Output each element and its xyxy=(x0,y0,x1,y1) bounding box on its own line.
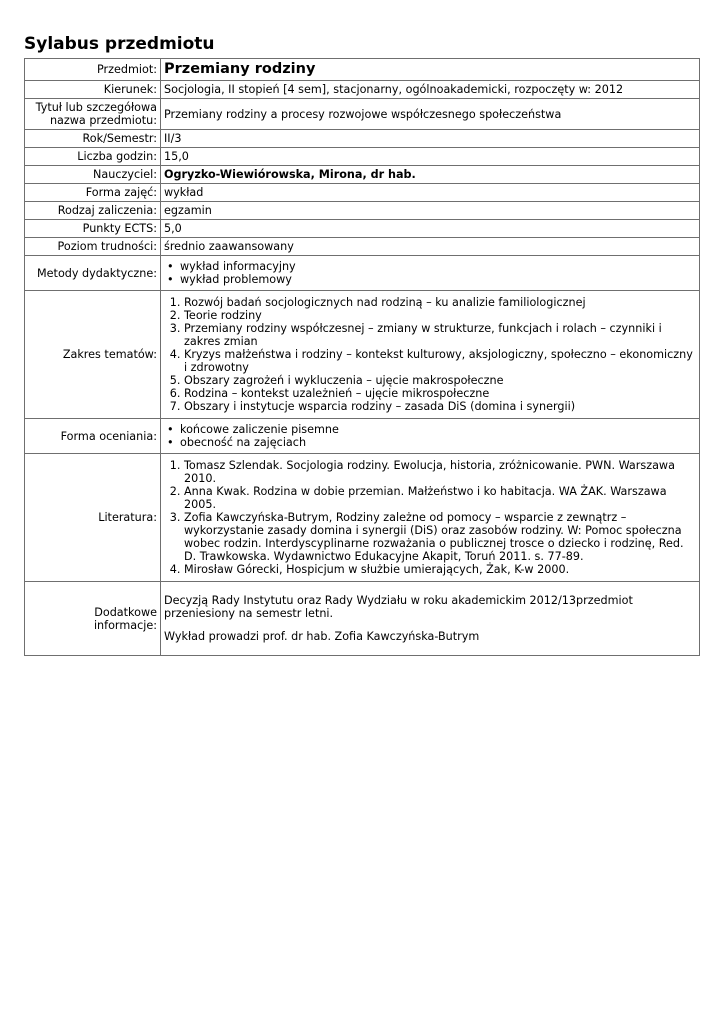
list-item: 2. Anna Kwak. Rodzina w dobie przemian. Małżeństwo i ko habitacja. WA ŻAK. Warszawa 2005. xyxy=(184,485,696,511)
label-ects: Punkty ECTS: xyxy=(25,220,161,238)
value-nauczyciel: Ogryzko-Wiewiórowska, Mirona, dr hab. xyxy=(161,166,700,184)
row-poziom xyxy=(25,238,700,256)
list-item: • obecność na zajęciach xyxy=(180,436,696,449)
row-przedmiot xyxy=(25,59,700,81)
label-nauczyciel: Nauczyciel: xyxy=(25,166,161,184)
label-zakres: Zakres tematów: xyxy=(25,291,161,419)
value-rok: II/3 xyxy=(161,130,700,148)
label-poziom: Poziom trudności: xyxy=(25,238,161,256)
value-forma-zajec: wykład xyxy=(161,184,700,202)
row-forma-zajec xyxy=(25,184,700,202)
label-tytul-line1: Tytuł lub szczegółowa xyxy=(35,101,157,114)
list-item: • wykład problemowy xyxy=(180,273,696,286)
value-kierunek: Socjologia, II stopień [4 sem], stacjonarny, ogólnoakademicki, rozpoczęty w: 2012 xyxy=(161,81,700,99)
metody-list xyxy=(164,260,696,286)
syllabus-table xyxy=(24,58,700,656)
row-nauczyciel xyxy=(25,166,700,184)
row-ocenianie xyxy=(25,419,700,454)
list-item: 2. Teorie rodziny xyxy=(184,309,696,322)
list-item: 4. Kryzys małżeństwa i rodziny – kontekst kulturowy, aksjologiczny, społeczno – ekonomiczny i zdrowotny xyxy=(184,348,696,374)
label-forma-zajec: Forma zajęć: xyxy=(25,184,161,202)
value-przedmiot: Przemiany rodziny xyxy=(161,59,700,81)
value-godziny: 15,0 xyxy=(161,148,700,166)
value-tytul: Przemiany rodziny a procesy rozwojowe współczesnego społeczeństwa xyxy=(161,99,700,130)
row-dodatkowe xyxy=(25,582,700,656)
label-przedmiot: Przedmiot: xyxy=(25,59,161,81)
list-item: 3. Przemiany rodziny współczesnej – zmiany w strukturze, funkcjach i rolach – czynniki i zakres zmian xyxy=(184,322,696,348)
row-tytul xyxy=(25,99,700,130)
value-rodzaj-zaliczenia: egzamin xyxy=(161,202,700,220)
label-metody: Metody dydaktyczne: xyxy=(25,256,161,291)
value-literatura xyxy=(161,454,700,582)
list-item: 6. Rodzina – kontekst uzależnień – ujęcie mikrospołeczne xyxy=(184,387,696,400)
value-poziom: średnio zaawansowany xyxy=(161,238,700,256)
row-rodzaj-zaliczenia xyxy=(25,202,700,220)
row-ects xyxy=(25,220,700,238)
label-rok: Rok/Semestr: xyxy=(25,130,161,148)
list-item: 1. Rozwój badań socjologicznych nad rodziną – ku analizie familiologicznej xyxy=(184,296,696,309)
row-zakres xyxy=(25,291,700,419)
zakres-list xyxy=(164,296,696,413)
label-ocenianie: Forma oceniania: xyxy=(25,419,161,454)
list-item: 4. Mirosław Górecki, Hospicjum w służbie umierających, Żak, K-w 2000. xyxy=(184,563,696,576)
dodatkowe-para-2: Wykład prowadzi prof. dr hab. Zofia Kawczyńska-Butrym xyxy=(164,630,480,643)
value-metody xyxy=(161,256,700,291)
value-ocenianie xyxy=(161,419,700,454)
row-kierunek xyxy=(25,81,700,99)
ocenianie-list xyxy=(164,423,696,449)
page-title: Sylabus przedmiotu xyxy=(24,34,215,54)
list-item: • wykład informacyjny xyxy=(180,260,696,273)
label-literatura: Literatura: xyxy=(25,454,161,582)
row-literatura xyxy=(25,454,700,582)
list-item: 1. Tomasz Szlendak. Socjologia rodziny. Ewolucja, historia, zróżnicowanie. PWN. Warszawa 2010. xyxy=(184,459,696,485)
literatura-list xyxy=(164,459,696,576)
value-dodatkowe xyxy=(161,582,700,656)
list-item: 7. Obszary i instytucje wsparcia rodziny – zasada DiS (domina i synergii) xyxy=(184,400,696,413)
label-tytul-line2: nazwa przedmiotu: xyxy=(49,114,157,127)
value-zakres xyxy=(161,291,700,419)
label-godziny: Liczba godzin: xyxy=(25,148,161,166)
list-item: 3. Zofia Kawczyńska-Butrym, Rodziny zależne od pomocy – wsparcie z zewnątrz – wykorzystanie zasady domina i synergii (DiS) oraz zasobów rodziny. W: Pomoc społeczna wobec rodzin. Interdyscyplinarne rozważania o publicznej trosce o dziecko i rodzinę, Red. D. Trawkowska. Wydawnictwo Edukacyjne Akapit, Toruń 2011. s. 77-89. xyxy=(184,511,696,563)
label-tytul xyxy=(25,99,161,130)
dodatkowe-para-1: Decyzją Rady Instytutu oraz Rady Wydziału w roku akademickim 2012/13przedmiot przeniesiony na semestr letni. xyxy=(164,594,633,620)
row-rok xyxy=(25,130,700,148)
value-ects: 5,0 xyxy=(161,220,700,238)
label-dodatkowe: Dodatkowe informacje: xyxy=(25,582,161,656)
row-godziny xyxy=(25,148,700,166)
list-item: • końcowe zaliczenie pisemne xyxy=(180,423,696,436)
label-rodzaj-zaliczenia: Rodzaj zaliczenia: xyxy=(25,202,161,220)
row-metody xyxy=(25,256,700,291)
label-kierunek: Kierunek: xyxy=(25,81,161,99)
list-item: 5. Obszary zagrożeń i wykluczenia – ujęcie makrospołeczne xyxy=(184,374,696,387)
